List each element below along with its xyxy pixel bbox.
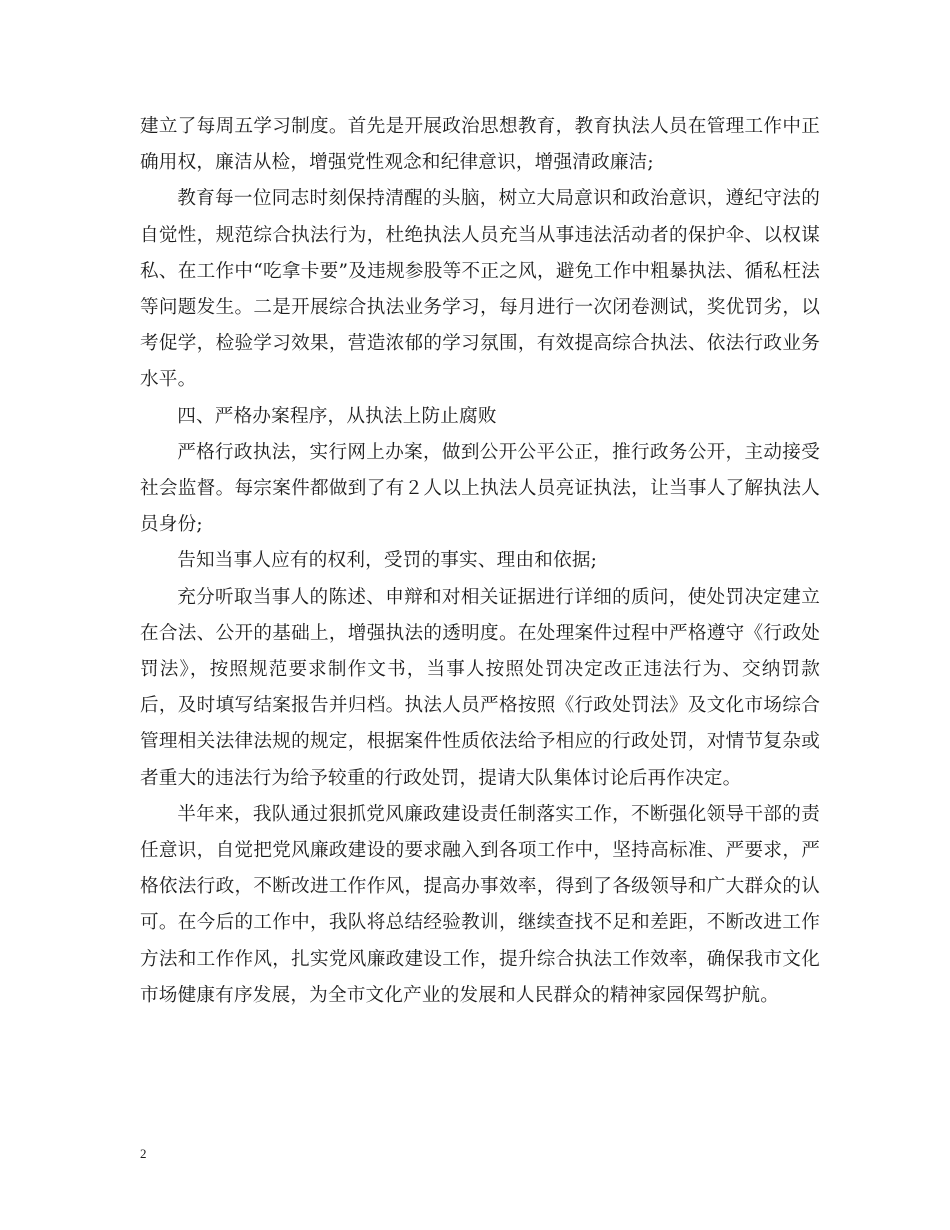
paragraph: 教育每一位同志时刻保持清醒的头脑，树立大局意识和政治意识，遵纪守法的自觉性，规范综合执法行为，杜绝执法人员充当从事违法活动者的保护伞、以权谋私、在工作中“吃拿卡要”及违规参股等不正之风，避免工作中粗暴执法、循私枉法等问题发生。二是开展综合执法业务学习，每月进行一次闭卷测试，奖优罚劣，以考促学，检验学习效果，营造浓郁的学习氛围，有效提高综合执法、依法行政业务水平。	[140, 188, 820, 391]
document-body	[140, 109, 820, 1014]
paragraph: 建立了每周五学习制度。首先是开展政治思想教育，教育执法人员在管理工作中正确用权，廉洁从检，增强党性观念和纪律意识，增强清政廉洁;	[140, 116, 820, 174]
paragraph: 严格行政执法，实行网上办案，做到公开公平公正，推行政务公开，主动接受社会监督。每宗案件都做到了有２人以上执法人员亮证执法，让当事人了解执法人员身份;	[140, 441, 820, 536]
paragraph: 告知当事人应有的权利，受罚的事实、理由和依据;	[177, 550, 598, 572]
page-number: 2	[140, 1146, 147, 1161]
section-heading: 四、严格办案程序，从执法上防止腐败	[177, 405, 497, 427]
paragraph: 充分听取当事人的陈述、申辩和对相关证据进行详细的质问，使处罚决定建立在合法、公开的基础上，增强执法的透明度。在处理案件过程中严格遵守《行政处罚法》，按照规范要求制作文书，当事人按照处罚决定改正违法行为、交纳罚款后，及时填写结案报告并归档。执法人员严格按照《行政处罚法》及文化市场综合管理相关法律法规的规定，根据案件性质依法给予相应的行政处罚，对情节复杂或者重大的违法行为给予较重的行政处罚，提请大队集体讨论后再作决定。	[140, 586, 820, 789]
paragraph: 半年来，我队通过狠抓党风廉政建设责任制落实工作，不断强化领导干部的责任意识，自觉把党风廉政建设的要求融入到各项工作中，坚持高标准、严要求，严格依法行政，不断改进工作作风，提高办事效率，得到了各级领导和广大群众的认可。在今后的工作中，我队将总结经验教训，继续查找不足和差距，不断改进工作方法和工作作风，扎实党风廉政建设工作，提升综合执法工作效率，确保我市文化市场健康有序发展，为全市文化产业的发展和人民群众的精神家园保驾护航。	[140, 803, 820, 1006]
